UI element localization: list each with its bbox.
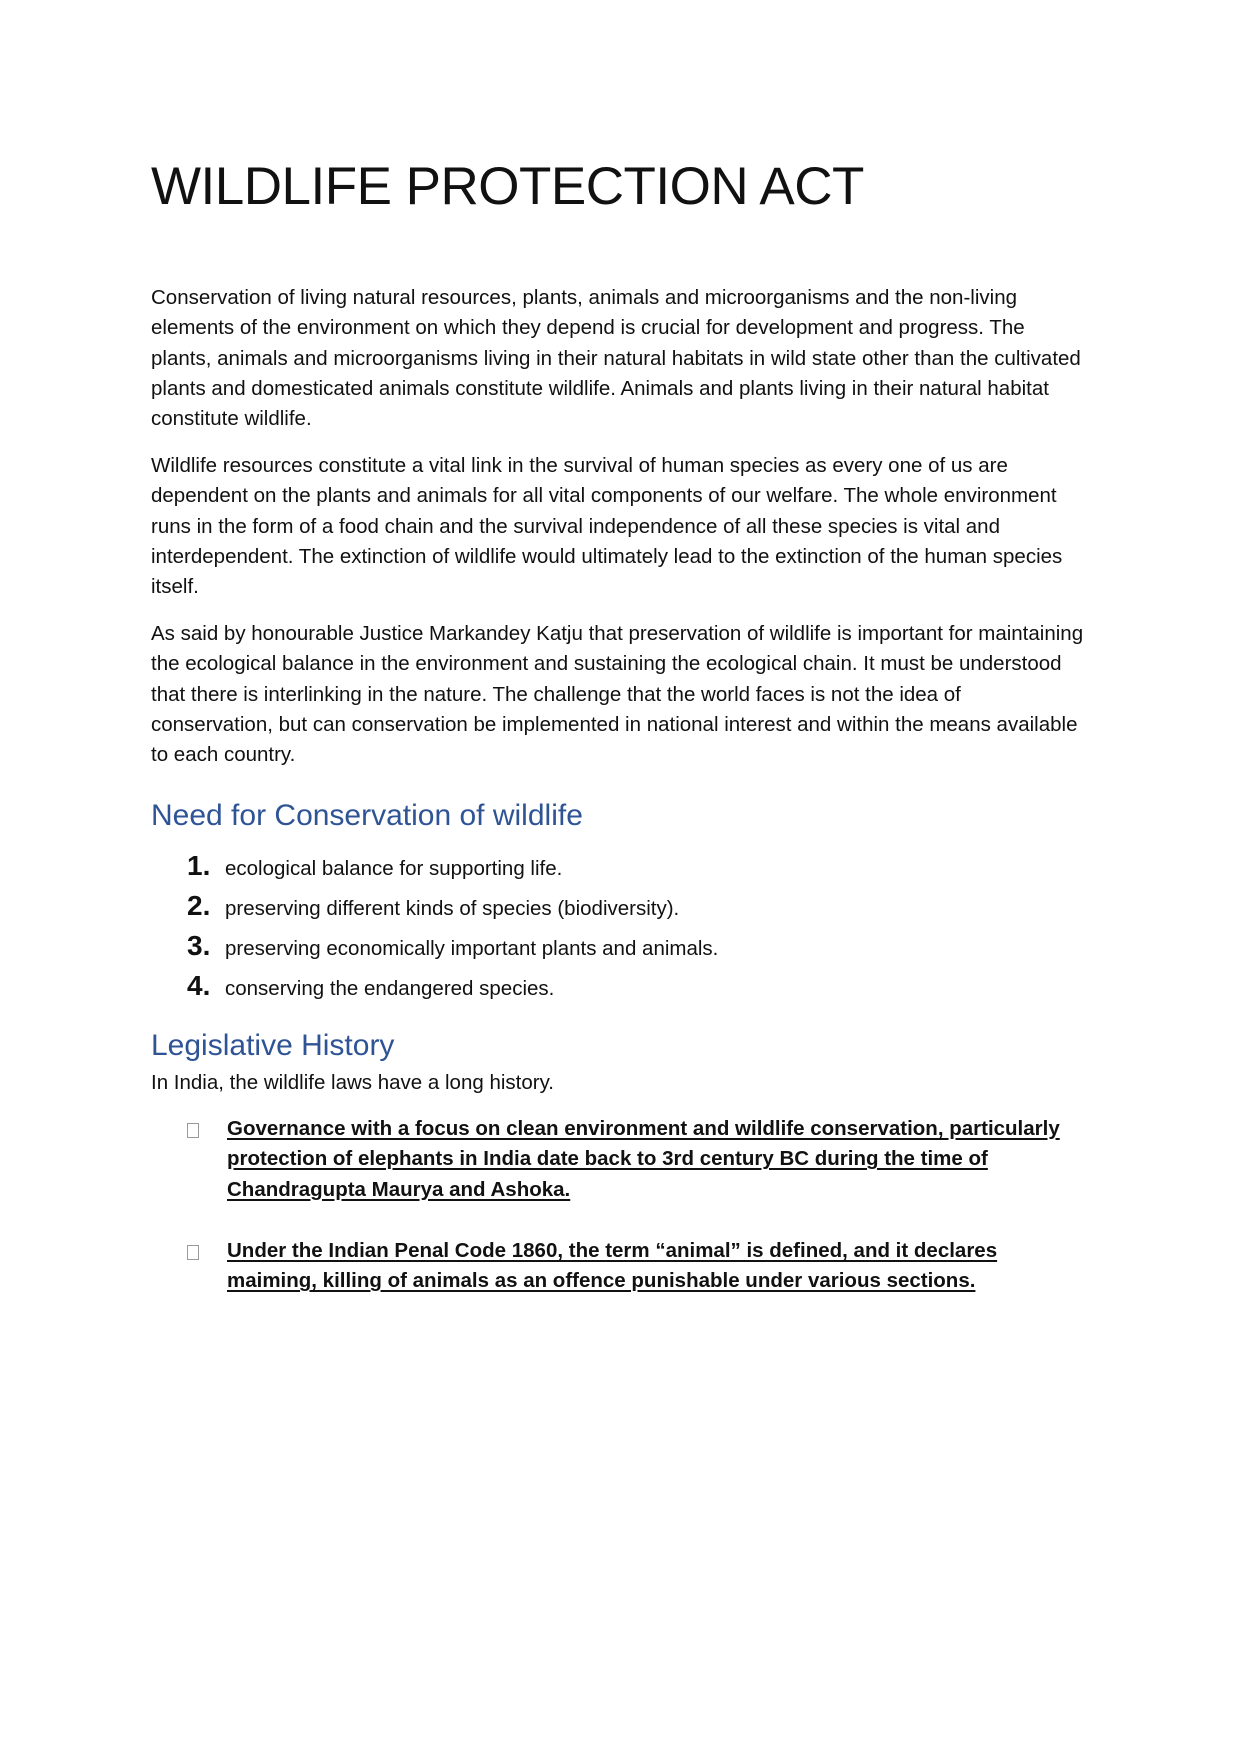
list-item-number: 1. — [187, 850, 211, 881]
legislative-bullet-list — [187, 1114, 1087, 1205]
legislative-intro-text: In India, the wildlife laws have a long history. — [151, 1071, 555, 1094]
list-item-number: 4. — [187, 970, 211, 1001]
list-item — [187, 926, 718, 966]
bullet-item — [187, 1236, 1087, 1297]
list-item — [187, 846, 718, 886]
section-heading-need-for-conservation: Need for Conservation of wildlife — [151, 799, 583, 832]
list-item — [187, 966, 718, 1006]
list-item — [187, 886, 718, 926]
document-title: WILDLIFE PROTECTION ACT — [151, 157, 864, 216]
bullet-text: Governance with a focus on clean environment and wildlife conservation, particularly protection of elephants in India date back to 3rd century BC during the time of Chandragupta Maurya and Ashoka. — [227, 1117, 1060, 1201]
paragraph-justice-katju: As said by honourable Justice Markandey Katju that preservation of wildlife is important for maintaining the ecological balance in the environment and sustaining the ecological chain. It must be understood that there is interlinking in the nature. The challenge that the world faces is not the idea of conservation, but can conservation be implemented in national interest and within the means available to each country. — [151, 622, 1084, 767]
bullet-square-icon — [187, 1245, 199, 1260]
bullet-square-icon — [187, 1123, 199, 1138]
list-item-text: conserving the endangered species. — [225, 977, 555, 1000]
paragraph-wildlife-resources: Wildlife resources constitute a vital link in the survival of human species as every one of us are dependent on the plants and animals for all vital components of our welfare. The whole environment runs in the form of a food chain and the survival independence of all these species is vital and interdependent. The extinction of wildlife would ultimately lead to the extinction of the human species itself. — [151, 454, 1063, 599]
bullet-text: Under the Indian Penal Code 1860, the term “animal” is defined, and it declares maiming, killing of animals as an offence punishable under various sections. — [227, 1239, 998, 1293]
need-for-conservation-list — [187, 846, 718, 1006]
list-item-number: 3. — [187, 930, 211, 961]
paragraph-conservation: Conservation of living natural resources, plants, animals and microorganisms and the non-living elements of the environment on which they depend is crucial for development and progress. The plants, animals and microorganisms living in their natural habitats in wild state other than the cultivated plants and domesticated animals constitute wildlife. Animals and plants living in their natural habitat constitute wildlife. — [151, 286, 1081, 431]
section-heading-legislative-history: Legislative History — [151, 1029, 395, 1062]
list-item-text: preserving different kinds of species (biodiversity). — [225, 897, 680, 920]
legislative-bullet-list — [187, 1236, 1087, 1297]
list-item-number: 2. — [187, 890, 211, 921]
bullet-item — [187, 1114, 1087, 1205]
list-item-text: preserving economically important plants and animals. — [225, 937, 719, 960]
list-item-text: ecological balance for supporting life. — [225, 857, 563, 880]
